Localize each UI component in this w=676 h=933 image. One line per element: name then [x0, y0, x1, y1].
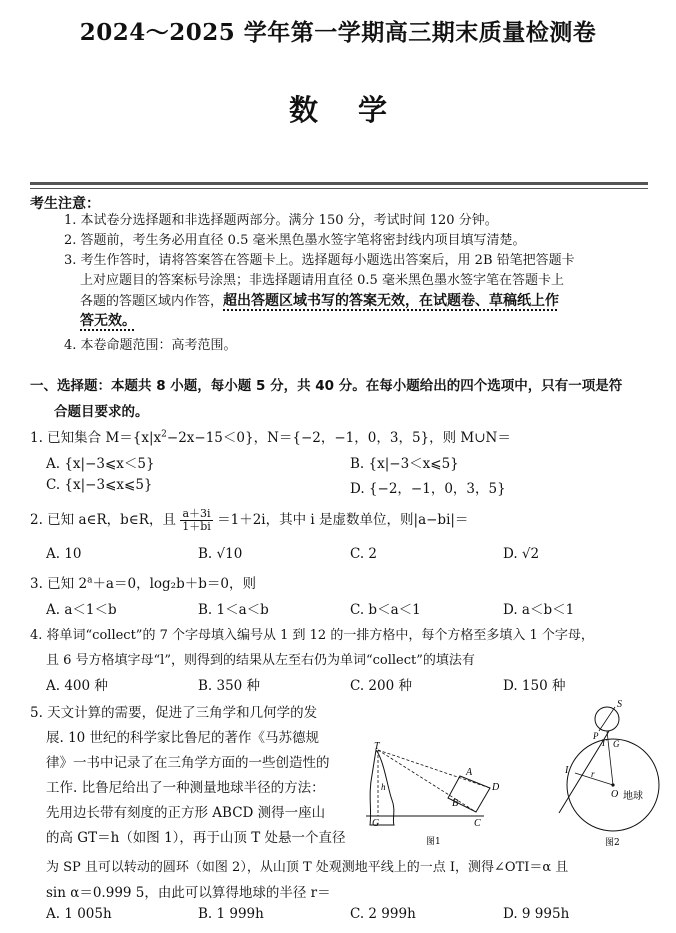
notice-item-3-line3 [80, 291, 559, 312]
fig2-label-p: P [593, 731, 599, 741]
fig1-caption: 图1 [426, 837, 441, 847]
question-4-line2: 且 6 号方格填字母“l”，则得到的结果从左至右仍为单词“collect”的填法有 [46, 653, 475, 668]
figure-1 [362, 740, 522, 850]
fig1-label-d: D [492, 782, 500, 793]
divider-thick [30, 182, 648, 185]
q5-option-c: C. 2 999h [350, 906, 416, 922]
question-2-stem [30, 508, 468, 533]
sight-line-1 [378, 750, 490, 788]
subject-title: 数学 [288, 93, 427, 127]
divider-thin [30, 188, 648, 189]
notice-item-4: 4. 本卷命题范围：高考范围。 [64, 338, 237, 353]
q1-sup: 2 [161, 429, 167, 440]
notice-emphasis: 超出答题区域书写的答案无效，在试题卷、草稿纸上作 [223, 293, 560, 309]
q2-option-b: B. √10 [198, 546, 243, 562]
question-5-line7: 为 SP 且可以转动的圆环（如图 2），从山顶 T 处观测地平线上的一点 I，测得∠OTI＝α 且 [46, 860, 569, 875]
q3-option-b: B. 1＜a＜b [198, 602, 269, 618]
diameter-sp [599, 707, 615, 731]
section-heading-cont: 合题目要求的。 [54, 404, 149, 420]
fig1-label-b: B [452, 798, 459, 809]
section-heading: 一、选择题：本题共 8 小题，每小题 5 分，共 40 分。在每小题给出的四个选项中，只有一项是符 [30, 378, 623, 394]
q2-option-d: D. √2 [503, 546, 540, 562]
q3-stem-b: ＋a＝0，log₂b＋b＝0，则 [92, 576, 256, 592]
fig2-label-o: O [611, 789, 619, 800]
q3-stem-a: 3. 已知 2 [30, 576, 88, 592]
question-4-line1: 4. 将单词“collect”的 7 个字母填入编号从 1 到 12 的一排方格中，每个方格至多填入 1 个字母， [30, 628, 594, 643]
q2-frac-num: a＋3i [180, 508, 213, 521]
question-5-line1: 5. 天文计算的需要，促进了三角学和几何学的发 [30, 705, 318, 721]
question-5-line8: sin α＝0.999 5，由此可以算得地球的半径 r＝ [46, 885, 331, 901]
notice-item-1: 1. 本试卷分选择题和非选择题两部分。满分 150 分，考试时间 120 分钟。 [64, 213, 498, 228]
q4-option-b: B. 350 种 [198, 678, 261, 694]
center-point [611, 783, 614, 786]
q2-option-a: A. 10 [46, 546, 82, 562]
q4-option-c: C. 200 种 [350, 678, 412, 694]
fig1-label-g: G [372, 818, 380, 829]
fig2-label-i: I [565, 765, 569, 776]
q1-stem-b: −2x−15＜0}，N＝{−2，−1，0，3，5}，则 M∪N＝ [166, 430, 511, 446]
fig2-label-s: S [617, 699, 622, 710]
notice-emphasis-cont: 答无效。 [80, 313, 136, 329]
notice-item-3: 3. 考生作答时，请将答案答在答题卡上。选择题每小题选出答案后，用 2B 铅笔把答题卡 [64, 253, 575, 268]
fig2-caption: 图2 [605, 838, 620, 848]
question-5-line6: 的高 GT＝h（如图 1），再于山顶 T 处悬一个直径 [46, 830, 346, 846]
q3-option-d: D. a＜b＜1 [503, 602, 575, 618]
q2-stem-b: ＝1＋2i，其中 i 是虚数单位，则|a−bi|＝ [217, 512, 469, 528]
q4-option-a: A. 400 种 [46, 678, 108, 694]
q3-option-c: C. b＜a＜1 [350, 602, 421, 618]
figure-2 [555, 695, 665, 850]
fig1-label-h: h [381, 782, 386, 792]
fig1-label-c: C [474, 818, 481, 829]
q1-option-a: A. {x|−3⩽x＜5} [46, 456, 155, 472]
q1-stem-a: 1. 已知集合 M＝{x|x [30, 430, 162, 446]
q1-option-b: B. {x|−3＜x⩽5} [350, 456, 459, 472]
q2-stem-a: 2. 已知 a∈R，b∈R，且 [30, 512, 176, 528]
q3-sup: a [87, 575, 93, 586]
q5-option-d: D. 9 995h [503, 906, 570, 922]
fig1-label-t: T [374, 741, 380, 752]
q1-option-d: D. {−2，−1，0，3，5} [350, 481, 506, 497]
q1-option-c: C. {x|−3⩽x⩽5} [46, 477, 153, 493]
q5-option-b: B. 1 999h [198, 906, 264, 922]
fig2-label-g: G [613, 739, 620, 749]
notice-title: 考生注意： [30, 196, 100, 212]
question-5-line2: 展. 10 世纪的科学家比鲁尼的著作《马苏德规 [46, 730, 320, 746]
question-5-line5: 先用边长带有刻度的正方形 ABCD 测得一座山 [46, 805, 326, 821]
q3-option-a: A. a＜1＜b [46, 602, 117, 618]
notice-item-2: 2. 答题前，考生务必用直径 0.5 毫米黑色墨水签字笔将密封线内项目填写清楚。 [64, 233, 526, 248]
fig2-label-t: T [601, 738, 607, 748]
q2-fraction [180, 508, 213, 533]
question-5-line3: 律》一书中记录了在三角学方面的一些创造性的 [46, 755, 330, 771]
question-5-line4: 工作. 比鲁尼给出了一种测量地球半径的方法： [46, 780, 325, 796]
q5-option-a: A. 1 005h [46, 906, 112, 922]
question-3-stem [30, 572, 256, 592]
q4-option-d: D. 150 种 [503, 678, 566, 694]
q2-option-c: C. 2 [350, 546, 378, 562]
notice-item-3-cont: 上对应题目的答案标号涂黑；非选择题请用直径 0.5 毫米黑色墨水签字笔在答题卡上 [80, 273, 564, 288]
notice-item-3-text: 各题的答题区域内作答， [80, 294, 224, 309]
fig1-label-a: A [466, 767, 473, 778]
q2-frac-den: 1＋bi [182, 520, 211, 533]
question-1-stem [30, 426, 511, 446]
fig2-label-earth: 地球 [623, 791, 643, 802]
exam-title: 2024～2025 学年第一学期高三期末质量检测卷 [79, 19, 597, 46]
fig2-label-r: r [591, 769, 595, 779]
